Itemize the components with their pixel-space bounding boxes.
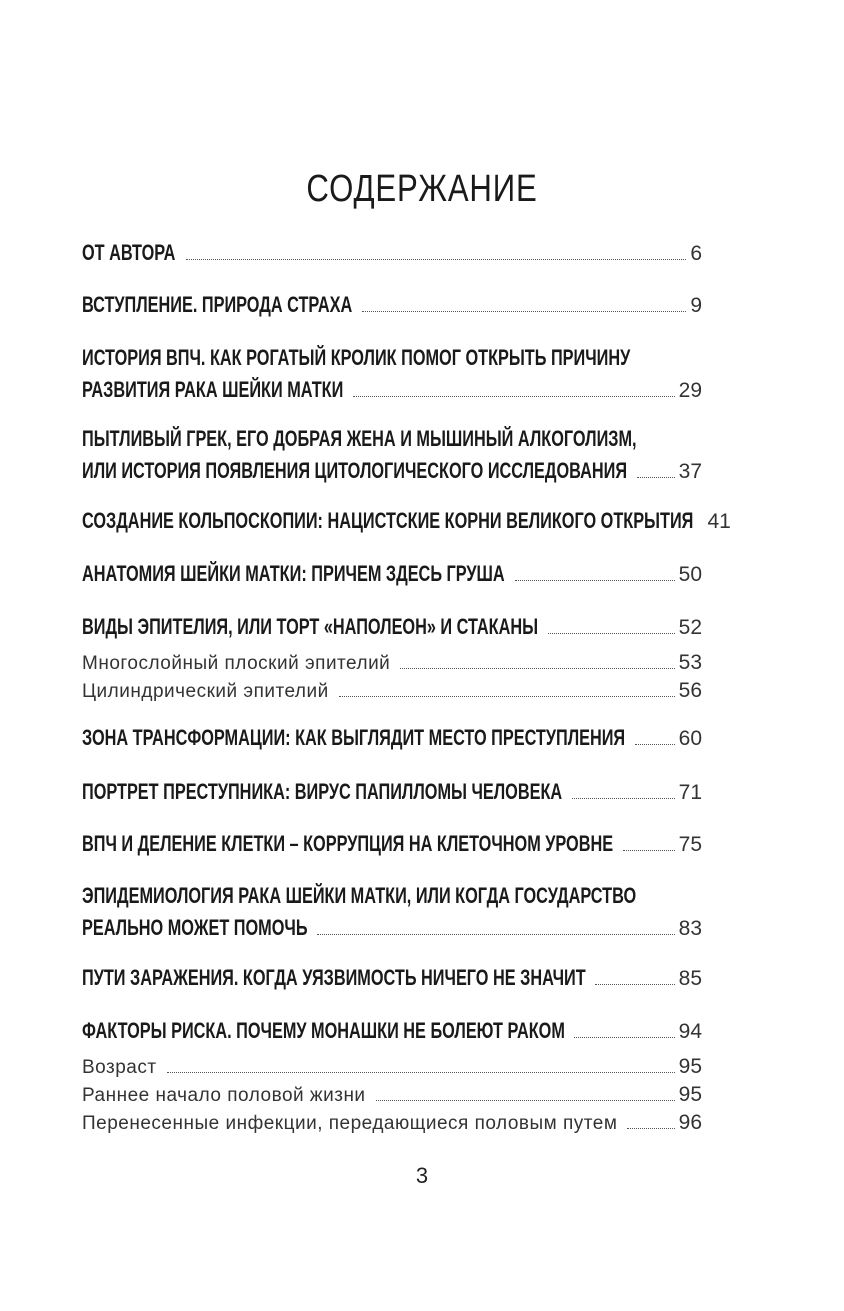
- toc-page-number: 94: [678, 1020, 702, 1043]
- toc-page-number: 9: [690, 294, 702, 317]
- toc-chapter: [82, 828, 702, 860]
- toc-chapter: [82, 237, 702, 269]
- dot-leader: [362, 310, 686, 312]
- toc-chapter: [82, 558, 702, 590]
- page-number: 3: [415, 1163, 429, 1188]
- toc-page-number: 71: [678, 781, 702, 804]
- toc-chapter: [82, 962, 702, 994]
- toc-page-number: 56: [678, 679, 702, 702]
- toc-page-number: 95: [678, 1083, 702, 1106]
- toc-subsection: [82, 1053, 702, 1081]
- dot-leader: [572, 797, 675, 799]
- toc-entry-text: Раннее начало половой жизни: [82, 1085, 366, 1106]
- toc-chapter: [82, 423, 702, 487]
- toc-entry-text: ОТ АВТОРА: [82, 240, 176, 265]
- toc-chapter: [82, 505, 731, 537]
- dot-leader: [339, 695, 675, 697]
- dot-leader: [574, 1036, 674, 1038]
- toc-page-number: 95: [678, 1055, 702, 1078]
- toc-entry-text: Цилиндрический эпителий: [82, 681, 329, 702]
- toc-entry-text: ПЫТЛИВЫЙ ГРЕК, ЕГО ДОБРАЯ ЖЕНА И МЫШИНЫЙ АЛКОГОЛИЗМ,: [82, 426, 637, 451]
- dot-leader: [400, 667, 674, 669]
- toc-entry-text: Многослойный плоский эпителий: [82, 653, 391, 674]
- toc-page-number: 41: [707, 510, 731, 533]
- toc-entry-text: ПОРТРЕТ ПРЕСТУПНИКА: ВИРУС ПАПИЛЛОМЫ ЧЕЛОВЕКА: [82, 779, 563, 804]
- toc-chapter: [82, 289, 702, 321]
- toc-page-number: 52: [678, 616, 702, 639]
- toc-entry-text: ВПЧ И ДЕЛЕНИЕ КЛЕТКИ – КОРРУПЦИЯ НА КЛЕТОЧНОМ УРОВНЕ: [82, 831, 614, 856]
- toc-page-number: 29: [678, 379, 702, 402]
- toc-entry-text: ИЛИ ИСТОРИЯ ПОЯВЛЕНИЯ ЦИТОЛОГИЧЕСКОГО ИССЛЕДОВАНИЯ: [82, 458, 628, 483]
- dot-leader: [515, 579, 675, 581]
- toc-entry-text: РАЗВИТИЯ РАКА ШЕЙКИ МАТКИ: [82, 377, 344, 402]
- toc-entry-text: ВСТУПЛЕНИЕ. ПРИРОДА СТРАХА: [82, 292, 353, 317]
- dot-leader: [595, 983, 674, 985]
- dot-leader: [635, 743, 675, 745]
- toc-chapter: [82, 342, 702, 406]
- dot-leader: [317, 933, 674, 935]
- toc-page-number: 85: [678, 967, 702, 990]
- dot-leader: [623, 849, 675, 851]
- dot-leader: [627, 1127, 674, 1129]
- toc-subsection: [82, 649, 702, 677]
- dot-leader: [548, 632, 674, 634]
- toc-subsection: [82, 1081, 702, 1109]
- dot-leader: [637, 476, 675, 478]
- dot-leader: [353, 395, 674, 397]
- toc-chapter: [82, 776, 702, 808]
- toc-entry-text: Возраст: [82, 1057, 157, 1078]
- toc-page-number: 53: [678, 651, 702, 674]
- toc-entry-text: ФАКТОРЫ РИСКА. ПОЧЕМУ МОНАШКИ НЕ БОЛЕЮТ РАКОМ: [82, 1018, 565, 1043]
- toc-subsection: [82, 677, 702, 705]
- toc-subsection: [82, 1109, 702, 1137]
- toc-entry-text: ЗОНА ТРАНСФОРМАЦИИ: КАК ВЫГЛЯДИТ МЕСТО ПРЕСТУПЛЕНИЯ: [82, 725, 626, 750]
- toc-page-number: 83: [678, 917, 702, 940]
- toc-entry-text: ЭПИДЕМИОЛОГИЯ РАКА ШЕЙКИ МАТКИ, ИЛИ КОГДА ГОСУДАРСТВО: [82, 883, 637, 908]
- page-title: СОДЕРЖАНИЕ: [306, 168, 538, 210]
- dot-leader: [186, 258, 687, 260]
- toc-entry-text: ВИДЫ ЭПИТЕЛИЯ, ИЛИ ТОРТ «НАПОЛЕОН» И СТАКАНЫ: [82, 614, 539, 639]
- toc-page-number: 60: [678, 727, 702, 750]
- dot-leader: [376, 1099, 675, 1101]
- toc-entry-text: СОЗДАНИЕ КОЛЬПОСКОПИИ: НАЦИСТСКИЕ КОРНИ ВЕЛИКОГО ОТКРЫТИЯ: [82, 508, 694, 533]
- toc-chapter: [82, 611, 702, 643]
- toc-chapter: [82, 1015, 702, 1047]
- toc-entry-text: ПУТИ ЗАРАЖЕНИЯ. КОГДА УЯЗВИМОСТЬ НИЧЕГО НЕ ЗНАЧИТ: [82, 965, 586, 990]
- toc-entry-text: АНАТОМИЯ ШЕЙКИ МАТКИ: ПРИЧЕМ ЗДЕСЬ ГРУША: [82, 561, 505, 586]
- toc-chapter: [82, 722, 702, 754]
- toc-chapter: [82, 880, 702, 944]
- toc-page-number: 37: [678, 460, 702, 483]
- toc-page-number: 96: [678, 1111, 702, 1134]
- toc-page-number: 50: [678, 563, 702, 586]
- toc-page-number: 6: [690, 242, 702, 265]
- toc-entry-text: РЕАЛЬНО МОЖЕТ ПОМОЧЬ: [82, 915, 308, 940]
- toc-entry-text: ИСТОРИЯ ВПЧ. КАК РОГАТЫЙ КРОЛИК ПОМОГ ОТКРЫТЬ ПРИЧИНУ: [82, 345, 631, 370]
- dot-leader: [167, 1071, 675, 1073]
- toc-entry-text: Перенесенные инфекции, передающиеся половым путем: [82, 1113, 618, 1134]
- toc-page-number: 75: [678, 833, 702, 856]
